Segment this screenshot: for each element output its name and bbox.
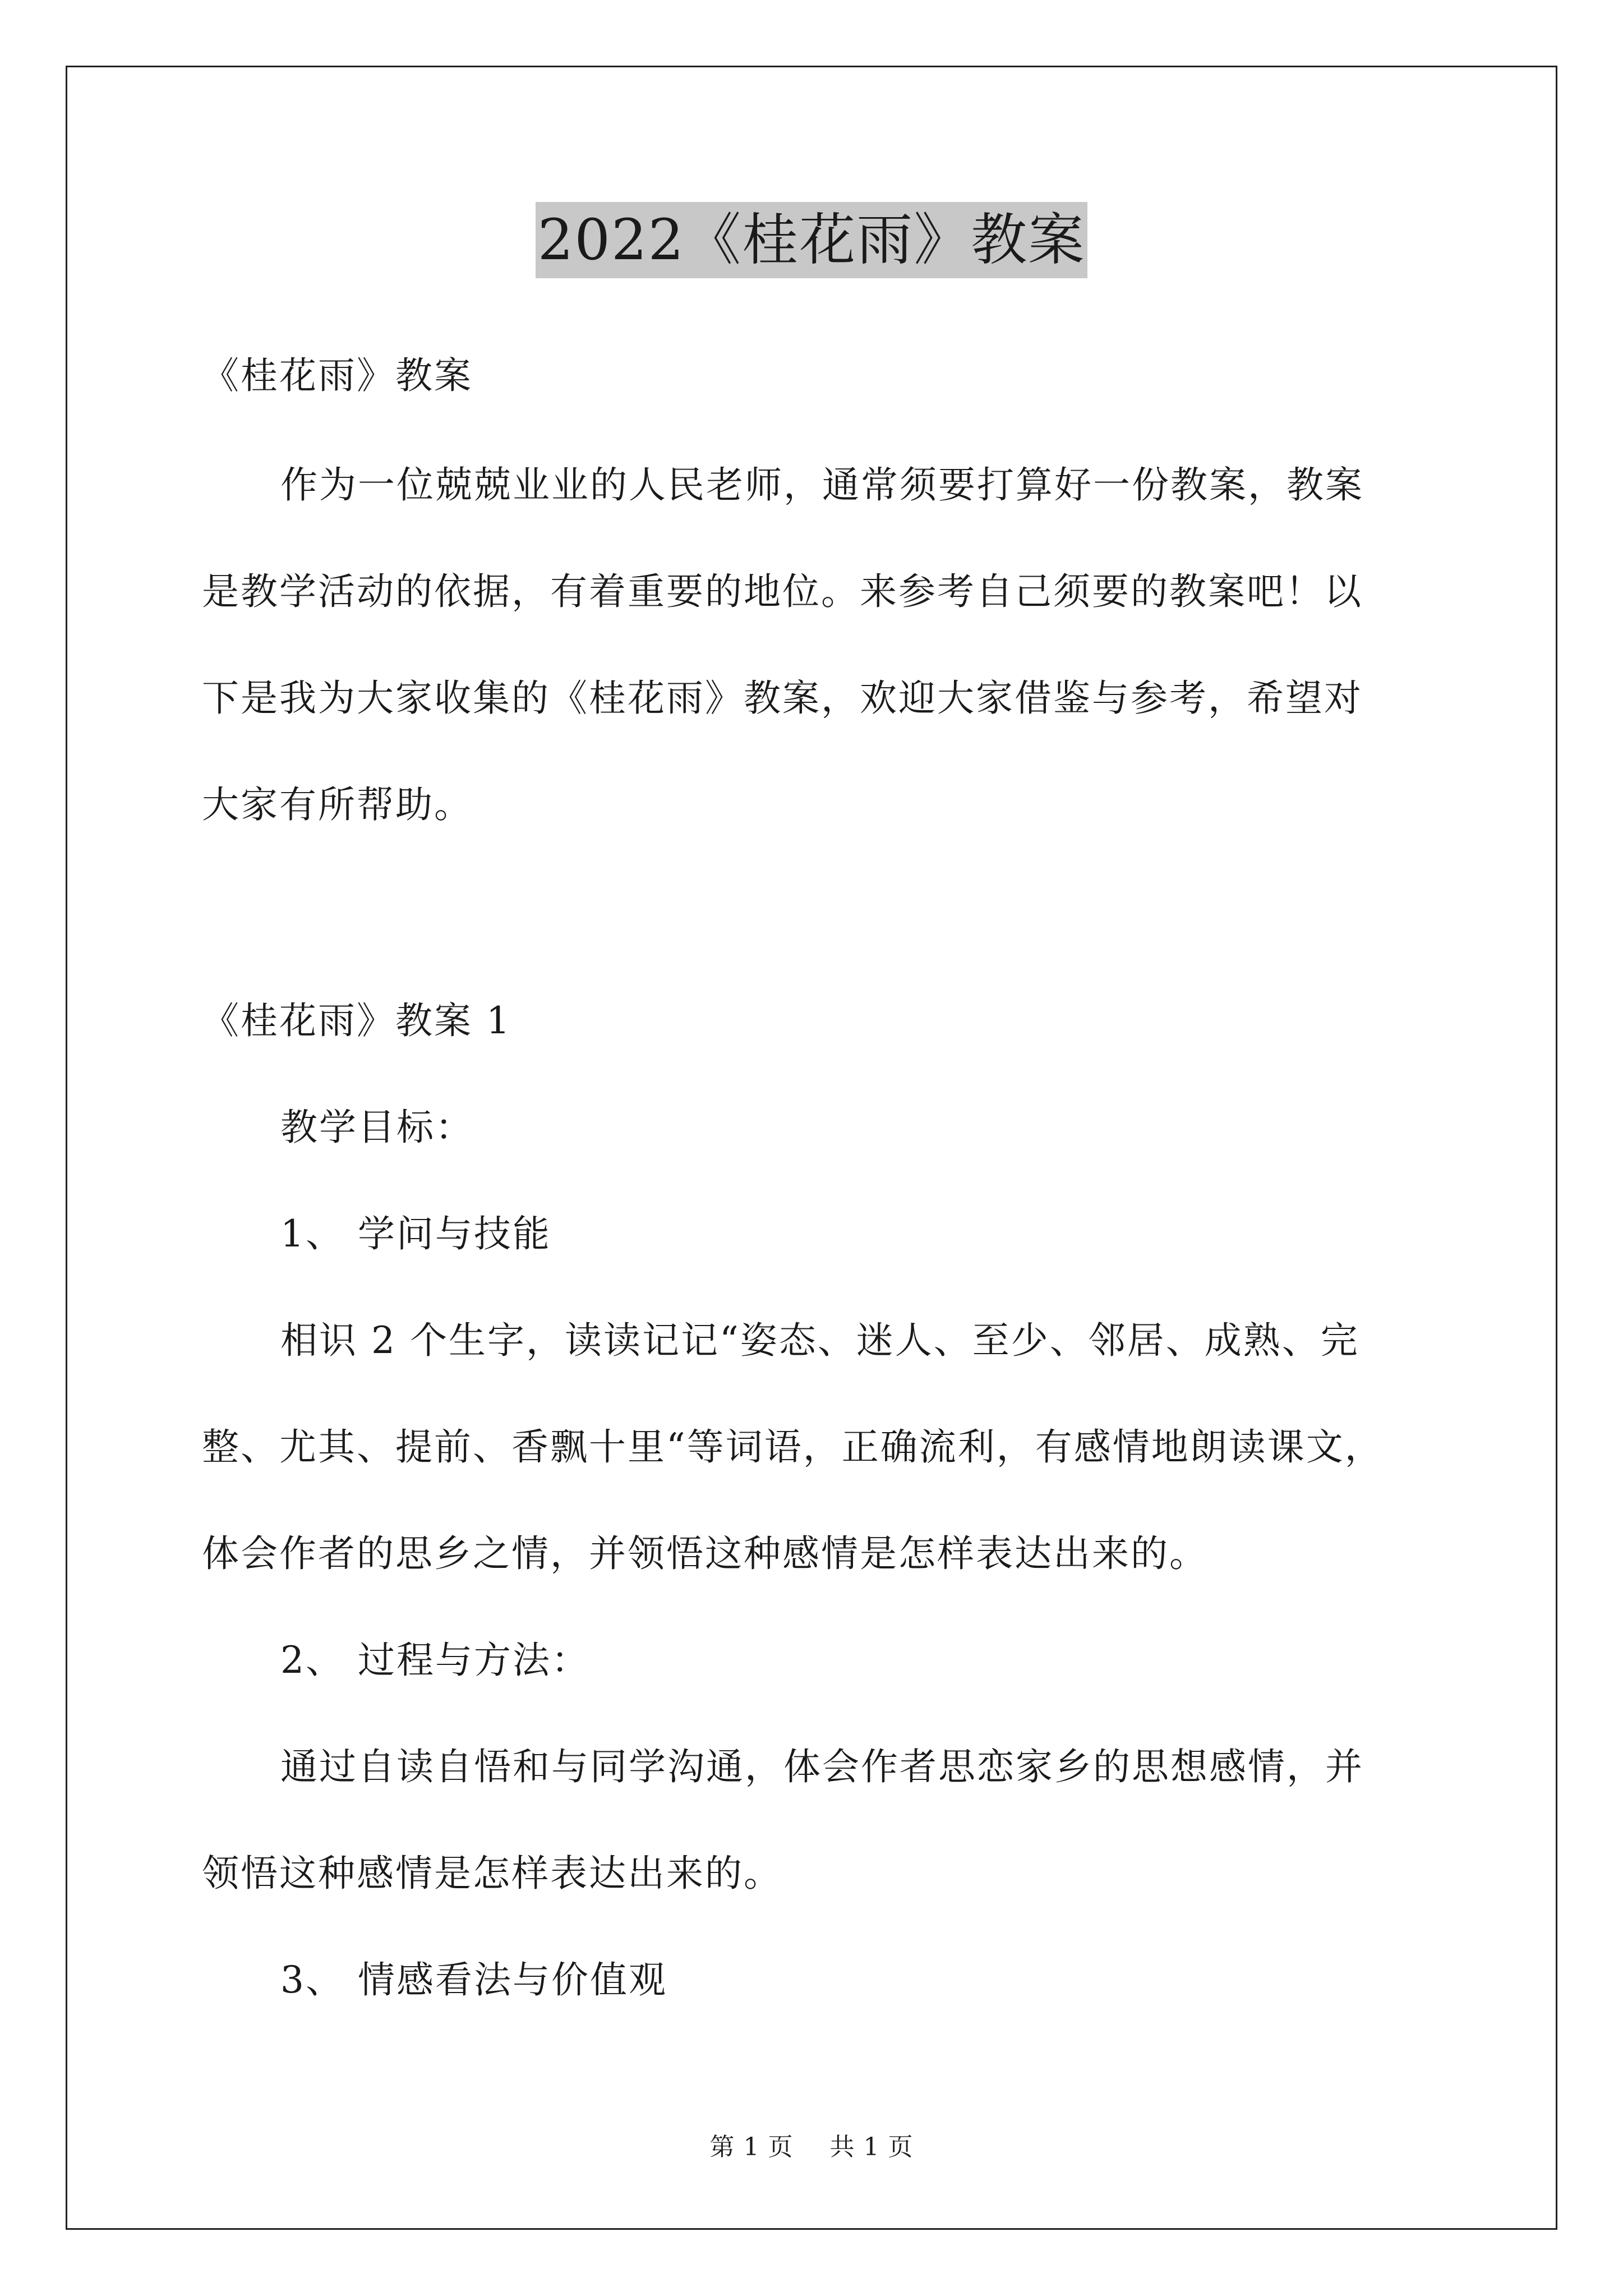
intro-line-3: 下是我为大家收集的《桂花雨》教案，欢迎大家借鉴与参考，希望对: [202, 677, 1363, 720]
section-heading: 《桂花雨》教案 1: [202, 999, 511, 1042]
item3-title: 3、 情感看法与价值观: [280, 1958, 667, 2001]
item1-title: 1、 学问与技能: [280, 1212, 551, 1255]
subtitle: 《桂花雨》教案: [202, 354, 473, 397]
page-total: 共 1 页: [829, 2133, 914, 2161]
title-container: [0, 202, 1623, 278]
item1-line-2: 整、尤其、提前、香飘十里“等词语，正确流利，有感情地朗读课文，: [202, 1425, 1384, 1469]
intro-line-2: 是教学活动的依据，有着重要的地位。来参考自己须要的教案吧！以: [202, 570, 1363, 613]
item2-line-1: 通过自读自悟和与同学沟通，体会作者思恋家乡的思想感情，并: [280, 1745, 1364, 1788]
item2-line-2: 领悟这种感情是怎样表达出来的。: [202, 1852, 782, 1895]
item1-line-1: 相识 2 个生字，读读记记“姿态、迷人、至少、邻居、成熟、完: [280, 1319, 1359, 1362]
item1-line-3: 体会作者的思乡之情，并领悟这种感情是怎样表达出来的。: [202, 1532, 1208, 1575]
page-number: 第 1 页: [709, 2133, 794, 2161]
intro-line-1: 作为一位兢兢业业的人民老师，通常须要打算好一份教案，教案: [280, 463, 1364, 507]
document-title: 2022《桂花雨》教案: [536, 202, 1088, 278]
goals-label: 教学目标：: [280, 1106, 474, 1149]
intro-line-4: 大家有所帮助。: [202, 783, 473, 826]
item2-title: 2、 过程与方法：: [280, 1639, 590, 1682]
page-footer: [0, 2132, 1623, 2163]
